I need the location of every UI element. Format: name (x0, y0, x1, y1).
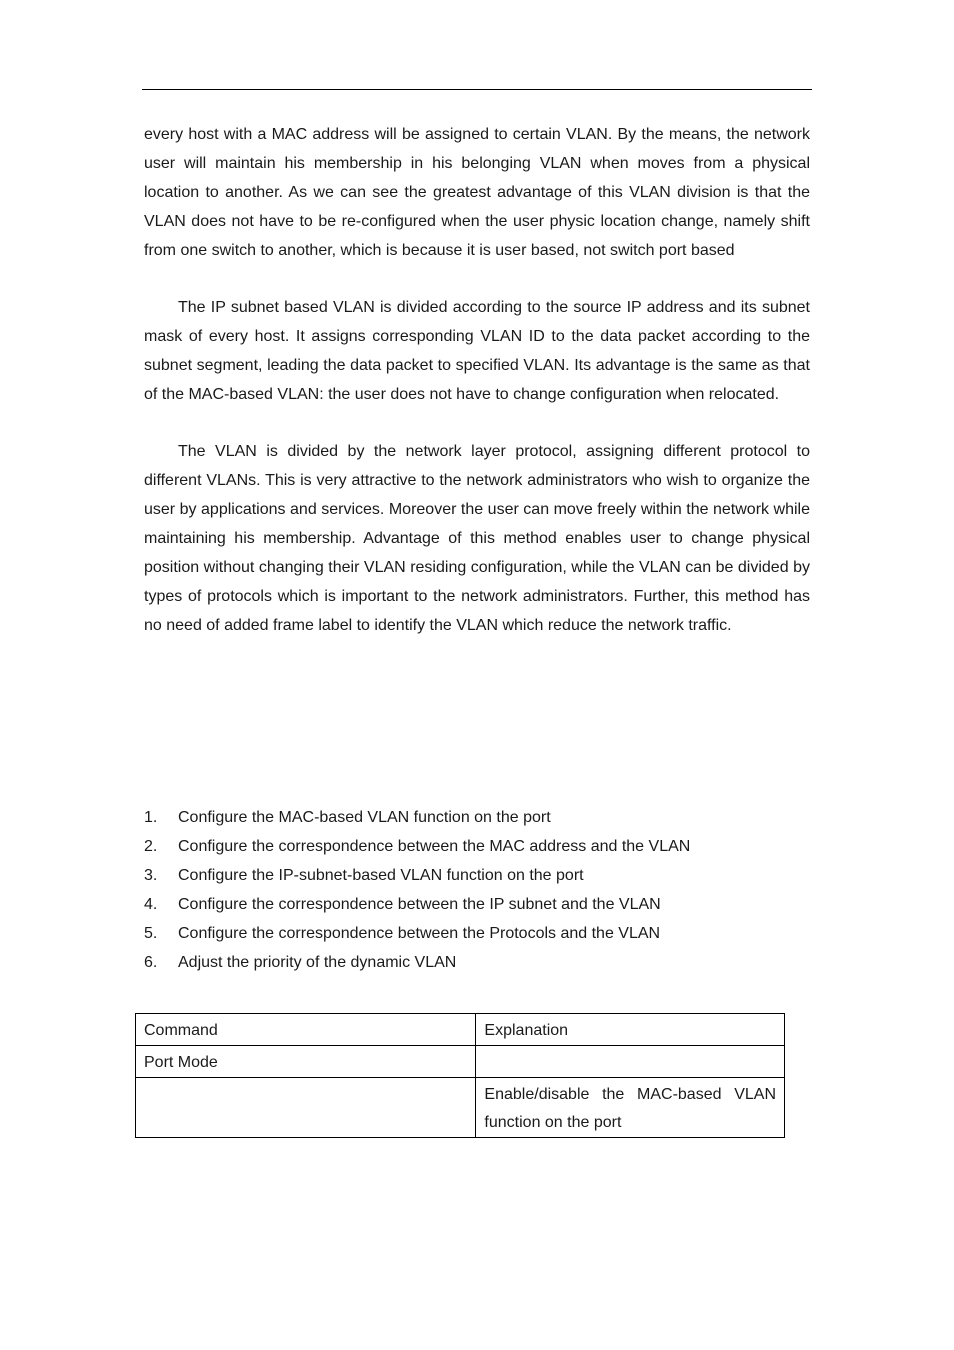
list-item (144, 890, 824, 919)
step-number: 5. (144, 925, 158, 942)
table-header-explanation: Explanation (476, 1014, 785, 1046)
step-number: 3. (144, 867, 158, 884)
table-cell-mode-explanation (476, 1046, 785, 1078)
table-header-row (136, 1014, 785, 1046)
table-cell-explanation: Enable/disable the MAC-based VLAN function on the port (476, 1078, 785, 1138)
table-row-mode (136, 1046, 785, 1078)
list-item (144, 919, 824, 948)
list-item (144, 948, 824, 977)
list-item (144, 803, 824, 832)
step-text: Configure the correspondence between the MAC address and the VLAN (178, 838, 691, 855)
step-number: 6. (144, 954, 158, 971)
command-table (135, 1013, 785, 1138)
body-paragraph-protocol-vlan: The VLAN is divided by the network layer protocol, assigning different protocol to different VLANs. This is very attractive to the network administrators who wish to organize the user by applications and services. Moreover the user can move freely within the network while maintaining his membership. Advantage of this method enables user to change physical position without changing their VLAN residing configuration, while the VLAN can be divided by types of protocols which is important to the network administrators. Further, this method has no need of added frame label to identify the VLAN which reduce the network traffic. (144, 443, 810, 634)
configuration-steps-list (144, 803, 824, 977)
step-text: Configure the correspondence between the Protocols and the VLAN (178, 925, 661, 942)
list-item (144, 861, 824, 890)
header-rule (142, 89, 812, 90)
step-text: Configure the IP-subnet-based VLAN function on the port (178, 867, 584, 884)
table-cell-command (136, 1078, 476, 1138)
step-text: Adjust the priority of the dynamic VLAN (178, 954, 457, 971)
table-header-command: Command (136, 1014, 476, 1046)
table-cell-mode: Port Mode (136, 1046, 476, 1078)
step-text: Configure the MAC-based VLAN function on the port (178, 809, 551, 826)
list-item (144, 832, 824, 861)
body-paragraph-mac-vlan: every host with a MAC address will be assigned to certain VLAN. By the means, the network user will maintain his membership in his belonging VLAN when moves from a physical location to another. As we can see the greatest advantage of this VLAN division is that the VLAN does not have to be re-configured when the user physic location change, namely shift from one switch to another, which is because it is user based, not switch port based (144, 126, 810, 259)
step-number: 1. (144, 809, 158, 826)
step-number: 2. (144, 838, 158, 855)
step-number: 4. (144, 896, 158, 913)
step-text: Configure the correspondence between the IP subnet and the VLAN (178, 896, 661, 913)
body-paragraph-ip-subnet-vlan: The IP subnet based VLAN is divided according to the source IP address and its subnet mask of every host. It assigns corresponding VLAN ID to the data packet according to the subnet segment, leading the data packet to specified VLAN. Its advantage is the same as that of the MAC-based VLAN: the user does not have to change configuration when relocated. (144, 299, 810, 403)
table-row (136, 1078, 785, 1138)
